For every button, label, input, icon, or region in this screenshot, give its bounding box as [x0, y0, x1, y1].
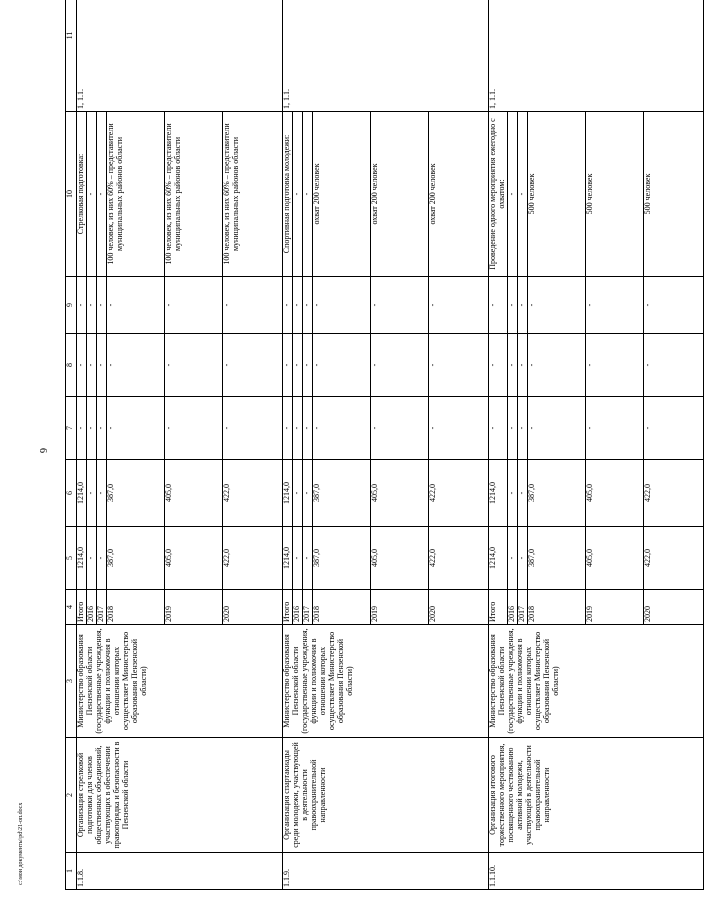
- value-col8: -: [293, 334, 303, 397]
- value-col7: -: [313, 397, 371, 460]
- year-cell: 2016: [507, 590, 517, 625]
- col-header-3: 3: [66, 625, 77, 738]
- value-col7: -: [165, 397, 223, 460]
- page-number: 6: [37, 448, 48, 453]
- value-col8: -: [223, 334, 283, 397]
- col-header-2: 2: [66, 738, 77, 853]
- indicator-cell: Стрелковая подготовка:: [77, 112, 87, 277]
- value-col7: -: [527, 397, 585, 460]
- col-header-11: 11: [66, 0, 77, 112]
- value-col6: 387,0: [527, 460, 585, 527]
- value-col6: 1214,0: [77, 460, 87, 527]
- value-col9: -: [429, 277, 489, 334]
- value-col9: -: [643, 277, 703, 334]
- target-ref-cell: 1, 1.1.: [489, 0, 704, 112]
- value-col5: 405,0: [165, 527, 223, 590]
- program-table: [65, 0, 704, 890]
- value-col7: -: [507, 397, 517, 460]
- row-number: 1.1.9.: [283, 853, 489, 890]
- indicator-cell: -: [507, 112, 517, 277]
- value-col7: -: [283, 397, 293, 460]
- year-cell: 2017: [303, 590, 313, 625]
- value-col9: -: [87, 277, 97, 334]
- value-col7: -: [585, 397, 643, 460]
- year-cell: 2020: [429, 590, 489, 625]
- value-col5: 387,0: [107, 527, 165, 590]
- value-col9: -: [223, 277, 283, 334]
- value-col5: -: [97, 527, 107, 590]
- value-col9: -: [527, 277, 585, 334]
- year-cell: Итого: [489, 590, 508, 625]
- value-col5: 422,0: [643, 527, 703, 590]
- col-header-10: 10: [66, 112, 77, 277]
- col-header-6: 6: [66, 460, 77, 527]
- indicator-cell: 500 человек: [585, 112, 643, 277]
- value-col6: 422,0: [429, 460, 489, 527]
- value-col8: -: [313, 334, 371, 397]
- col-header-7: 7: [66, 397, 77, 460]
- year-cell: 2018: [313, 590, 371, 625]
- value-col7: -: [489, 397, 508, 460]
- col-header-1: 1: [66, 853, 77, 890]
- col-header-9: 9: [66, 277, 77, 334]
- indicator-cell: охват 200 человек: [371, 112, 429, 277]
- indicator-cell: 100 человек, из них 60% – представители муниципальных районов области: [107, 112, 165, 277]
- indicator-cell: -: [293, 112, 303, 277]
- value-col8: -: [489, 334, 508, 397]
- value-col8: -: [585, 334, 643, 397]
- table-row: [283, 0, 293, 890]
- row-number: 1.1.8.: [77, 853, 283, 890]
- value-col6: -: [517, 460, 527, 527]
- value-col8: -: [429, 334, 489, 397]
- value-col8: -: [97, 334, 107, 397]
- column-header-row: [66, 0, 77, 890]
- value-col6: 422,0: [223, 460, 283, 527]
- value-col9: -: [293, 277, 303, 334]
- value-col9: -: [283, 277, 293, 334]
- indicator-cell: 100 человек, из них 60% – представители муниципальных районов области: [165, 112, 223, 277]
- event-name: Организация спартакиады среди молодежи, участвующей в деятельности правоохранительной направленности: [283, 738, 489, 853]
- value-col9: -: [165, 277, 223, 334]
- value-col8: -: [77, 334, 87, 397]
- year-cell: 2020: [223, 590, 283, 625]
- executor: Министерство образования Пензенской области (государственные учреждения, функции и полномочия в отношении которых осуществляет Министерство образования Пензенской области): [77, 625, 283, 738]
- value-col6: -: [97, 460, 107, 527]
- value-col7: -: [429, 397, 489, 460]
- value-col9: -: [77, 277, 87, 334]
- value-col9: -: [107, 277, 165, 334]
- value-col5: -: [293, 527, 303, 590]
- value-col7: -: [107, 397, 165, 460]
- value-col9: -: [371, 277, 429, 334]
- year-cell: 2017: [97, 590, 107, 625]
- year-cell: Итого: [77, 590, 87, 625]
- col-header-5: 5: [66, 527, 77, 590]
- value-col5: 1214,0: [489, 527, 508, 590]
- event-name: Организация итогового торжественного мероприятия, посвященного чествованию активной молодежи, участвующей в деятельности правоохранительной направленности: [489, 738, 704, 853]
- target-ref-cell: 1, 1.1.: [77, 0, 283, 112]
- year-cell: 2017: [517, 590, 527, 625]
- value-col7: -: [97, 397, 107, 460]
- table-row: [489, 0, 508, 890]
- value-col5: 422,0: [429, 527, 489, 590]
- year-cell: 2019: [371, 590, 429, 625]
- value-col5: 1214,0: [283, 527, 293, 590]
- indicator-cell: -: [303, 112, 313, 277]
- value-col8: -: [371, 334, 429, 397]
- indicator-cell: Проведение одного мероприятия ежегодно с охватом:: [489, 112, 508, 277]
- value-col8: -: [283, 334, 293, 397]
- value-col5: 405,0: [585, 527, 643, 590]
- value-col9: -: [585, 277, 643, 334]
- value-col6: 387,0: [107, 460, 165, 527]
- col-header-8: 8: [66, 334, 77, 397]
- value-col5: -: [517, 527, 527, 590]
- value-col8: -: [527, 334, 585, 397]
- value-col7: -: [87, 397, 97, 460]
- footer-file-path: c:\мои документы\pd\21-оп.docx: [18, 802, 24, 885]
- value-col8: -: [303, 334, 313, 397]
- indicator-cell: -: [97, 112, 107, 277]
- value-col7: -: [223, 397, 283, 460]
- indicator-cell: охват 200 человек: [313, 112, 371, 277]
- value-col9: -: [517, 277, 527, 334]
- indicator-cell: Спортивная подготовка молодежи:: [283, 112, 293, 277]
- value-col6: -: [293, 460, 303, 527]
- value-col5: 387,0: [313, 527, 371, 590]
- value-col8: -: [165, 334, 223, 397]
- year-cell: 2018: [107, 590, 165, 625]
- value-col6: -: [303, 460, 313, 527]
- value-col7: -: [77, 397, 87, 460]
- value-col6: 1214,0: [489, 460, 508, 527]
- value-col6: -: [507, 460, 517, 527]
- year-cell: 2016: [293, 590, 303, 625]
- value-col5: 405,0: [371, 527, 429, 590]
- value-col9: -: [313, 277, 371, 334]
- value-col7: -: [517, 397, 527, 460]
- value-col5: -: [303, 527, 313, 590]
- value-col6: 405,0: [585, 460, 643, 527]
- value-col9: -: [507, 277, 517, 334]
- value-col6: -: [87, 460, 97, 527]
- value-col6: 387,0: [313, 460, 371, 527]
- executor: Министерство образования Пензенской области (государственные учреждения, функции и полномочия в отношении которых осуществляет Министерство образования Пензенской области): [283, 625, 489, 738]
- col-header-4: 4: [66, 590, 77, 625]
- value-col6: 1214,0: [283, 460, 293, 527]
- value-col5: -: [507, 527, 517, 590]
- value-col5: 387,0: [527, 527, 585, 590]
- indicator-cell: 100 человек, из них 60% – представители муниципальных районов области: [223, 112, 283, 277]
- year-cell: 2019: [165, 590, 223, 625]
- value-col7: -: [293, 397, 303, 460]
- value-col7: -: [303, 397, 313, 460]
- value-col6: 405,0: [371, 460, 429, 527]
- indicator-cell: охват 200 человек: [429, 112, 489, 277]
- value-col9: -: [97, 277, 107, 334]
- rotated-table-container: [65, 15, 652, 890]
- value-col8: -: [643, 334, 703, 397]
- indicator-cell: -: [517, 112, 527, 277]
- year-cell: Итого: [283, 590, 293, 625]
- value-col5: 422,0: [223, 527, 283, 590]
- indicator-cell: 500 человек: [643, 112, 703, 277]
- target-ref-cell: 1, 1.1.: [283, 0, 489, 112]
- year-cell: 2020: [643, 590, 703, 625]
- indicator-cell: 500 человек: [527, 112, 585, 277]
- executor: Министерство образования Пензенской области (государственные учреждения, функции и полномочия в отношении которых осуществляет Министерство образования Пензенской области): [489, 625, 704, 738]
- year-cell: 2019: [585, 590, 643, 625]
- value-col6: 405,0: [165, 460, 223, 527]
- value-col9: -: [303, 277, 313, 334]
- value-col8: -: [507, 334, 517, 397]
- value-col9: -: [489, 277, 508, 334]
- event-name: Организация стрелковой подготовки для членов общественных объединений, участвующих в обеспечении правопорядка и безопасности в Пензенской области: [77, 738, 283, 853]
- value-col7: -: [643, 397, 703, 460]
- indicator-cell: -: [87, 112, 97, 277]
- year-cell: 2018: [527, 590, 585, 625]
- value-col6: 422,0: [643, 460, 703, 527]
- row-number: 1.1.10.: [489, 853, 704, 890]
- table-row: [77, 0, 87, 890]
- year-cell: 2016: [87, 590, 97, 625]
- value-col5: 1214,0: [77, 527, 87, 590]
- value-col5: -: [87, 527, 97, 590]
- value-col8: -: [517, 334, 527, 397]
- value-col7: -: [371, 397, 429, 460]
- value-col8: -: [87, 334, 97, 397]
- value-col8: -: [107, 334, 165, 397]
